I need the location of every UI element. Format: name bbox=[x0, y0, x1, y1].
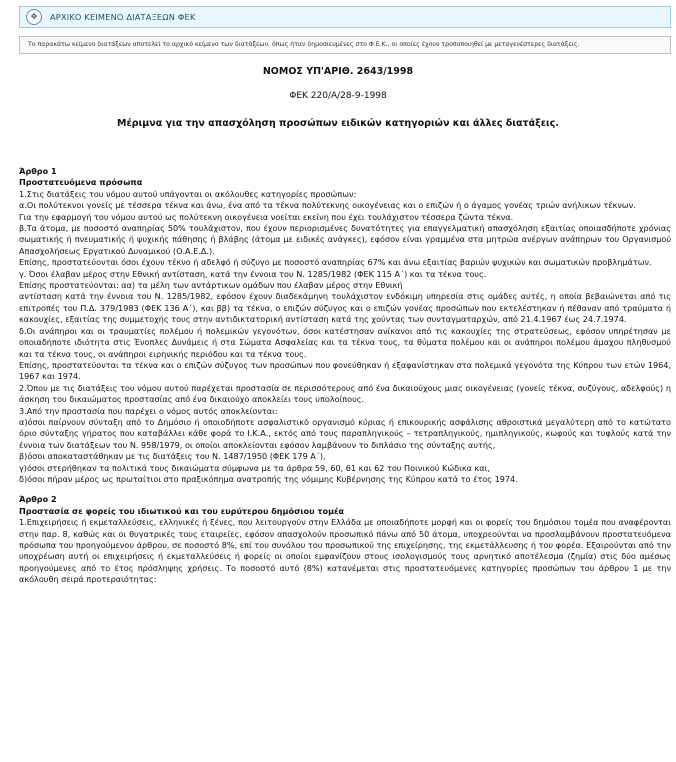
law-number: ΝΟΜΟΣ ΥΠ'ΑΡΙΘ. 2643/1998 bbox=[262, 66, 414, 77]
paragraph: Επίσης, προστατεύονται όσοι έχουν τέκνο ή αδελφό ή σύζυγο με ποσοστό αναπηρίας 67% και άνω εξαιτίας βαριών ψυχικών και σωματικών προβλημάτων. bbox=[19, 257, 652, 268]
document-banner bbox=[19, 6, 671, 28]
article-1-subheading: Προστατευόμενα πρόσωπα bbox=[19, 177, 143, 188]
paragraph: αντίσταση κατά την έννοια του Ν. 1285/1982, εφόσον έχουν διαδεκάμηνη τουλάχιστον ενδόκιμη υπηρεσία στις ομάδες αυτές, η οποία βεβαιώνεται από τις επιτροπές του Π.Δ. 379/1983 (ΦΕΚ 136 Α΄), και ββ) τα τέκνα, ο επιζών σύζυγος και ο επιζών γονέας προσώπων που εκτελέστηκαν ή πέθαναν από τραύματα ή κακουχίες, εξαιτίας της συμμετοχής τους στην αντιδικτατορική αντίσταση κατά της χούντας των συνταγματαρχών, από 21.4.1967 έως 24.7.1974. bbox=[19, 291, 671, 325]
law-body bbox=[19, 166, 671, 586]
paragraph: Για την εφαρμογή του νόμου αυτού ως πολύτεκνη οικογένεια νοείται εκείνη που έχει τουλάχιστον τέσσερα ζώντα τέκνα. bbox=[19, 211, 514, 222]
paragraph: 2.Όπου με τις διατάξεις του νόμου αυτού παρέχεται προστασία σε περισσότερους από ένα δικαιούχους μιας οικογένειας (γονείς τέκνα, συζύγους, αδελφούς) η άσκηση του δικαιώματος προστασίας από ένα δικαιούχο αποκλείει τους υπολοίπους. bbox=[19, 382, 671, 405]
banner-title: ΑΡΧΙΚΟ ΚΕΙΜΕΝΟ ΔΙΑΤΑΞΕΩΝ ΦΕΚ bbox=[50, 12, 196, 22]
paragraph: 1.Επιχειρήσεις ή εκμεταλλεύσεις, ελληνικές ή ξένες, που λειτουργούν στην Ελλάδα με οποιαδήποτε μορφή και οι φορείς του δημόσιου τομέα που αναφέρονται στην παρ. 8, καθώς και οι θυγατρικές τους εταιρείες, εφόσον απασχολούν προσωπικό πάνω από 50 άτομα, υποχρεούνται να προσλαμβάνουν προστατευόμενα πρόσωπα του προηγούμενου άρθρου, σε ποσοστό 8%, επί του συνόλου του προσωπικού της επιχείρησης, της εκμετάλλευσης ή του φορέα. Εξαιρούνται από την υποχρέωση αυτή οι επιχειρήσεις ή εκμεταλλεύσεις ή φορείς οι οποίοι εμφανίζουν στους ισολογισμούς τους αρνητικό αποτέλεσμα (ζημία) στις δύο αμέσως προηγούμενες από το έτος πρόσληψης χρήσεις. Το ποσοστό αυτό (8%) κατανέμεται στις προστατευόμενες κατηγορίες προσώπων του άρθρου 1 με την ακόλουθη σειρά προτεραιότητας: bbox=[19, 517, 671, 585]
paragraph: 1.Στις διατάξεις του νόμου αυτού υπάγονται οι ακόλουθες κατηγορίες προσώπων: bbox=[19, 188, 357, 199]
article-2-subheading: Προστασία σε φορείς του ιδιωτικού και του ευρύτερου δημόσιου τομέα bbox=[19, 505, 345, 516]
amendment-notice: Το παρακάτω κείμενο διατάξεων αποτελεί το αρχικό κείμενο των διατάξεων, όπως ήταν δημοσιευμένες στο Φ.Ε.Κ., οι οποίες έχουν τροποποιηθεί με μεταγενέστερες διατάξεις. bbox=[19, 36, 671, 54]
paragraph: α)όσοι παίρνουν σύνταξη από το Δημόσιο ή οποιοδήποτε ασφαλιστικό οργανισμό κύριας ή επικουρικής ασφάλισης αθροιστικά μεγαλύτερη από το κατώτατο όριο σύνταξης γήρατος που καταβάλλει κάθε φορά το Ι.Κ.Α., εκτός από τους παραπληγικούς – τετραπληγικούς, ημιπληγικούς, κωφούς και τυφλούς κατά την έννοια των διατάξεων του Ν. 958/1979, οι οποίοι αποκλείονται εφόσον λαμβάνουν το διπλάσιο της σύνταξης αυτής, bbox=[19, 416, 671, 450]
paragraph: β.Τα άτομα, με ποσοστό αναπηρίας 50% τουλάχιστον, που έχουν περιορισμένες δυνατότητες για επαγγελματική απασχόληση εξαιτίας οποιασδήποτε χρόνιας σωματικής ή πνευματικής ή ψυχικής πάθησης ή βλάβης (άτομα με ειδικές ανάγκες), εφόσον είναι γραμμένα στα μητρώα ανέργων ανάπηρων του Οργανισμού Απασχολήσεως Εργατικού Δυναμικού (Ο.Α.Ε.Δ.). bbox=[19, 223, 671, 256]
paragraph: β)όσοι αποκαταστάθηκαν με τις διατάξεις του Ν. 1487/1950 (ΦΕΚ 179 Α΄), bbox=[19, 451, 326, 462]
paragraph: 3.Από την προστασία που παρέχει ο νόμος αυτός αποκλείονται: bbox=[19, 405, 278, 416]
article-1-heading: Άρθρο 1 bbox=[19, 166, 57, 176]
gazette-reference: ΦΕΚ 220/Α/28-9-1998 bbox=[289, 91, 387, 101]
paragraph: δ.Οι ανάπηροι και οι τραυματίες πολέμου ή πολεμικών γεγονότων, όσοι κατέστησαν ανίκανοι από τις κακουχίες της στρατεύσεως, εφόσον υπηρέτησαν με οποιαδήποτε ιδιότητα στις Ένοπλες Δυνάμεις ή στα Σώματα Ασφαλείας και τα τέκνα τους, τα θύματα πολέμου και οι ανάπηροι πολέμου άμαχου πληθυσμού και τα τέκνα τους, οι ανάπηροι ειρηνικής περιόδου και τα τέκνα τους. bbox=[19, 325, 671, 359]
paragraph: γ. Όσοι έλαβαν μέρος στην Εθνική αντίσταση, κατά την έννοια του Ν. 1285/1982 (ΦΕΚ 115 Α΄) και τα τέκνα τους. bbox=[19, 268, 487, 279]
paragraph: Επίσης, προστατεύονται τα τέκνα και ο επιζών σύζυγος των προσώπων που φονεύθηκαν ή εξαφανίστηκαν στα πολεμικά γεγονότα της Κύπρου των ετών 1964, 1967 και 1974. bbox=[19, 359, 671, 382]
paragraph: δ)όσοι πήραν μέρος ως πρωταίτιοι στο πραξικόπημα ανατροπής της νόμιμης Κυβέρνησης της Κύπρου κατά το έτος 1974. bbox=[19, 473, 518, 484]
paragraph: Επίσης προστατεύονται: αα) τα μέλη των αντάρτικων ομάδων που έλαβαν μέρος στην Εθνική bbox=[19, 280, 403, 291]
paragraph: α.Οι πολύτεκνοι γονείς με τέσσερα τέκνα και άνω, ένα από τα τέκνα πολύτεκνης οικογένειας και ο επιζών ή ο άγαμος γονέας τριών ανήλικων τέκνων. bbox=[19, 200, 636, 211]
greek-emblem-icon: ✥ bbox=[26, 9, 42, 25]
paragraph: γ)όσοι στερήθηκαν τα πολιτικά τους δικαιώματα σύμφωνα με τα άρθρα 59, 60, 61 και 62 του Ποινικού Κώδικα και, bbox=[19, 462, 490, 473]
law-title: Μέριμνα για την απασχόληση προσώπων ειδικών κατηγοριών και άλλες διατάξεις. bbox=[117, 118, 559, 129]
article-2-heading: Άρθρο 2 bbox=[19, 494, 57, 505]
